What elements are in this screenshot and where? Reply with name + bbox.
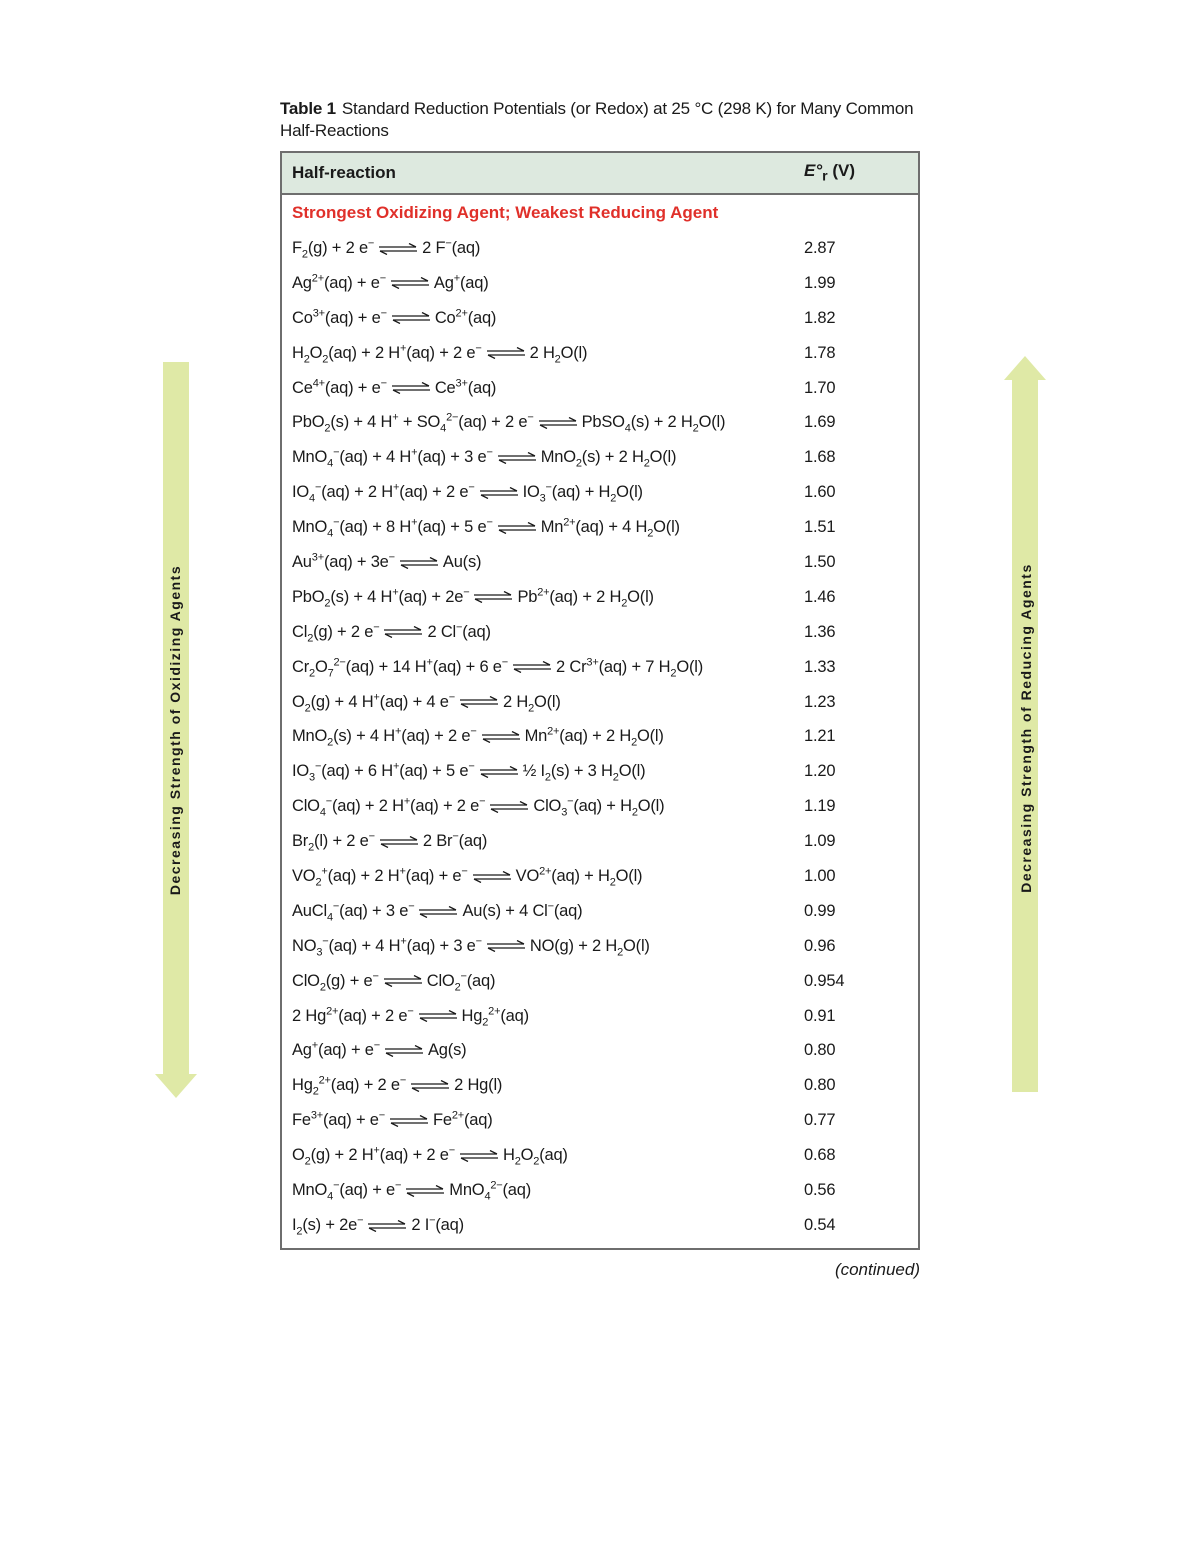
half-reaction-cell bbox=[282, 1111, 804, 1130]
potential-cell: 0.99 bbox=[804, 901, 836, 920]
products: 2 I−(aq) bbox=[411, 1214, 464, 1234]
table-row bbox=[282, 371, 918, 406]
table-row bbox=[282, 1068, 918, 1103]
equilibrium-arrows-icon bbox=[479, 766, 519, 778]
reactants: $I_2(s) + 2e^-$ bbox=[292, 1214, 364, 1238]
half-reaction-cell bbox=[282, 1074, 804, 1098]
reactants: MnO$_4$−(aq) + 8 H+(aq) + 5 e− bbox=[292, 516, 493, 540]
products: MnO$_4^{2-}$(aq) bbox=[449, 1179, 532, 1203]
reactants: $IO_3^-(aq) + 6$ H+(aq) + 5 e− bbox=[292, 760, 475, 784]
products: MnO$_2$(s) + 2 $H_2O(l)$ bbox=[540, 448, 677, 470]
half-reaction-cell bbox=[282, 553, 804, 572]
reactants: $Cl_2(g) + 2$ e− bbox=[292, 621, 380, 645]
potential-cell: 1.36 bbox=[804, 622, 836, 641]
potential-cell: 1.60 bbox=[804, 483, 836, 502]
products: $Fe^{2+}(aq)$ bbox=[432, 1109, 493, 1130]
potential-cell: 0.954 bbox=[804, 971, 845, 990]
section-label: Strongest Oxidizing Agent; Weakest Reducing Agent bbox=[292, 203, 719, 222]
potential-cell: 1.50 bbox=[804, 552, 836, 571]
potential-cell: 0.91 bbox=[804, 1006, 836, 1025]
products: 2 F−(aq) bbox=[422, 237, 481, 257]
products: $VO^{2+}(aq) + H_2O(l)$ bbox=[515, 865, 643, 889]
products: ½ $I_2(s) + 3$ $H_2O(l)$ bbox=[522, 762, 646, 784]
potential-cell: 0.96 bbox=[804, 936, 836, 955]
table-row bbox=[282, 580, 918, 615]
products: $H_2O_2(aq)$ bbox=[502, 1146, 568, 1168]
table-row bbox=[282, 545, 918, 580]
potential-cell: 1.19 bbox=[804, 797, 836, 816]
reactants: MnO$_2$(s) + 4 H+(aq) + 2 e− bbox=[292, 725, 477, 749]
reactants: $O_2(g) + 4$ H+(aq) + 4 e− bbox=[292, 691, 455, 714]
potential-cell: 1.33 bbox=[804, 657, 836, 676]
potential-cell: 1.69 bbox=[804, 413, 836, 432]
table-row bbox=[282, 1208, 918, 1243]
equilibrium-arrows-icon bbox=[479, 487, 519, 499]
half-reaction-cell bbox=[282, 725, 804, 749]
potential-cell: 1.99 bbox=[804, 273, 836, 292]
potential-cell: 1.46 bbox=[804, 587, 836, 606]
reactants: $Au^{3+}(aq) + 3e^-$ bbox=[292, 551, 395, 571]
equilibrium-arrows-icon bbox=[383, 626, 423, 638]
equilibrium-arrows-icon bbox=[391, 382, 431, 394]
half-reaction-cell bbox=[282, 795, 804, 819]
table-row bbox=[282, 266, 918, 301]
potential-header bbox=[804, 161, 918, 184]
equilibrium-arrows-icon bbox=[399, 557, 439, 569]
oxidizing-agents-label: Decreasing Strength of Oxidizing Agents bbox=[167, 564, 183, 896]
equilibrium-arrows-icon bbox=[379, 836, 419, 848]
products: Au(s) bbox=[442, 552, 482, 571]
equilibrium-arrows-icon bbox=[489, 801, 529, 813]
potential-cell: 1.68 bbox=[804, 448, 836, 467]
table-row bbox=[282, 1103, 918, 1138]
half-reaction-cell bbox=[282, 237, 804, 261]
table-row bbox=[282, 685, 918, 720]
half-reaction-cell bbox=[282, 658, 804, 677]
reactants: MnO$_4$−(aq) + e− bbox=[292, 1179, 402, 1203]
table-row bbox=[282, 475, 918, 510]
products: $IO_3^-(aq) + H_2O(l)$ bbox=[522, 481, 643, 505]
products: 2 $H_2O(l)$ bbox=[502, 692, 561, 714]
half-reaction-cell bbox=[282, 411, 804, 435]
potential-cell: 0.80 bbox=[804, 1041, 836, 1060]
table-row bbox=[282, 999, 918, 1034]
equilibrium-arrows-icon bbox=[497, 522, 537, 534]
potential-subscript: r bbox=[822, 168, 828, 185]
products: $ClO_3^-(aq) + H_2O(l)$ bbox=[533, 795, 665, 819]
table-row bbox=[282, 1138, 918, 1173]
reactants: $Hg_2^{2+}(aq) + 2$ e− bbox=[292, 1074, 407, 1098]
half-reaction-cell bbox=[282, 309, 804, 328]
table-row bbox=[282, 1173, 918, 1208]
table-row bbox=[282, 964, 918, 999]
table-title: Standard Reduction Potentials (or Redox) at 25 °C (298 K) for Many Common Half-Reactions bbox=[280, 99, 914, 140]
reactants: PbO$_2$(s) + 4 $H^+ + SO_4^{2-}(aq) + 2$ e− bbox=[292, 411, 534, 435]
half-reaction-cell bbox=[282, 621, 804, 645]
potential-cell: 0.54 bbox=[804, 1215, 836, 1234]
table-row bbox=[282, 615, 918, 650]
products: 2 $Cr^{3+}(aq) + 7$ $H_2O(l)$ bbox=[556, 656, 704, 679]
half-reaction-cell bbox=[282, 274, 804, 293]
equilibrium-arrows-icon bbox=[459, 1150, 499, 1162]
equilibrium-arrows-icon bbox=[391, 312, 431, 324]
table-row bbox=[282, 929, 918, 964]
table-row bbox=[282, 894, 918, 929]
reactants: ClO$_4$−(aq) + 2 H+(aq) + 2 e− bbox=[292, 795, 486, 819]
products: ClO$_2$−(aq) bbox=[426, 970, 496, 993]
reactants: ClO$_2$(g) + e− bbox=[292, 970, 379, 993]
equilibrium-arrows-icon bbox=[383, 975, 423, 987]
potential-cell: 0.56 bbox=[804, 1180, 836, 1199]
table-row bbox=[282, 301, 918, 336]
table-row bbox=[282, 789, 918, 824]
potential-cell: 1.21 bbox=[804, 727, 836, 746]
potential-cell: 1.00 bbox=[804, 866, 836, 885]
equilibrium-arrows-icon bbox=[378, 243, 418, 255]
table-body bbox=[282, 231, 918, 1243]
half-reaction-cell bbox=[282, 379, 804, 398]
table-row bbox=[282, 859, 918, 894]
potential-cell: 1.78 bbox=[804, 343, 836, 362]
products: $Hg_2^{2+}(aq)$ bbox=[461, 1005, 529, 1028]
reactants: MnO$_4$−(aq) + 4 H+(aq) + 3 e− bbox=[292, 446, 493, 470]
reactants: $Co^{3+}(aq) + e^-$ bbox=[292, 307, 387, 327]
products: 2 Br−(aq) bbox=[422, 830, 488, 851]
table-row bbox=[282, 510, 918, 545]
equilibrium-arrows-icon bbox=[367, 1220, 407, 1232]
products: $Mn^{2+}(aq) + 2$ $H_2O(l)$ bbox=[524, 725, 664, 749]
reactants: $Ag^{2+}(aq) + e^-$ bbox=[292, 272, 386, 292]
equilibrium-arrows-icon bbox=[497, 452, 537, 464]
equilibrium-arrows-icon bbox=[512, 661, 552, 673]
reactants: $Ce^{4+}(aq) + e^-$ bbox=[292, 377, 387, 397]
products: $Ce^{3+}(aq)$ bbox=[434, 377, 497, 397]
half-reaction-cell bbox=[282, 865, 804, 889]
half-reaction-cell bbox=[282, 1214, 804, 1238]
table-row bbox=[282, 719, 918, 754]
table-row bbox=[282, 650, 918, 685]
equilibrium-arrows-icon bbox=[418, 906, 458, 918]
products: 2 Cl−(aq) bbox=[427, 621, 491, 641]
table-row bbox=[282, 1033, 918, 1068]
table-header bbox=[282, 153, 918, 195]
potential-cell: 0.68 bbox=[804, 1146, 836, 1165]
products: 2 $H_2O(l)$ bbox=[529, 343, 588, 365]
equilibrium-arrows-icon bbox=[486, 940, 526, 952]
reactants: $VO_2^+(aq) + 2$ H+(aq) + e− bbox=[292, 865, 468, 889]
products: Ag(s) bbox=[428, 1041, 467, 1060]
equilibrium-arrows-icon bbox=[418, 1010, 458, 1022]
equilibrium-arrows-icon bbox=[472, 871, 512, 883]
half-reaction-cell bbox=[282, 344, 804, 363]
reactants: $F_2(g) + 2$ e− bbox=[292, 237, 375, 261]
reactants: $Br_2(l) + 2$ e− bbox=[292, 830, 375, 854]
half-reaction-cell bbox=[282, 830, 804, 854]
potential-cell: 0.80 bbox=[804, 1076, 836, 1095]
equilibrium-arrows-icon bbox=[405, 1185, 445, 1197]
reactants: $NO_3^-(aq) + 4$ H+(aq) + 3 e− bbox=[292, 935, 482, 959]
products: PbSO$_4$(s) + 2 $H_2O(l)$ bbox=[581, 413, 726, 435]
reactants: $Fe^{3+}(aq) + e^-$ bbox=[292, 1109, 385, 1130]
products: $Pb^{2+}(aq) + 2$ $H_2O(l)$ bbox=[517, 586, 654, 610]
products: NO(g) + 2 $H_2O(l)$ bbox=[529, 936, 650, 959]
reactants: 2 $Hg^{2+}(aq) + 2$ e− bbox=[292, 1005, 414, 1025]
reactants: Ag+(aq) + e− bbox=[292, 1039, 380, 1060]
reactants: $O_2(g) + 2$ H+(aq) + 2 e− bbox=[292, 1144, 455, 1168]
potential-cell: 1.23 bbox=[804, 692, 836, 711]
table-row bbox=[282, 754, 918, 789]
potential-unit: (V) bbox=[827, 161, 856, 181]
products: $Co^{2+}(aq)$ bbox=[434, 307, 497, 327]
reduction-potentials-table bbox=[280, 151, 920, 1250]
half-reaction-header: Half-reaction bbox=[292, 163, 396, 182]
potential-cell: 2.87 bbox=[804, 238, 836, 257]
potential-cell: 1.09 bbox=[804, 832, 836, 851]
potential-cell: 1.70 bbox=[804, 378, 836, 397]
half-reaction-cell bbox=[282, 760, 804, 784]
table-row bbox=[282, 405, 918, 440]
half-reaction-cell bbox=[282, 1179, 804, 1203]
equilibrium-arrows-icon bbox=[481, 731, 521, 743]
reactants: $H_2O_2(aq) + 2$ H+(aq) + 2 e− bbox=[292, 342, 482, 365]
products: $Mn^{2+}(aq) + 4$ $H_2O(l)$ bbox=[540, 516, 680, 540]
products: 2 Hg(l) bbox=[454, 1076, 503, 1095]
half-reaction-cell bbox=[282, 935, 804, 959]
table-row bbox=[282, 231, 918, 266]
potential-cell: 0.77 bbox=[804, 1111, 836, 1130]
products: Au(s) + 4 Cl−(aq) bbox=[462, 900, 583, 920]
reactants: $IO_4^-(aq) + 2$ H+(aq) + 2 e− bbox=[292, 481, 475, 505]
equilibrium-arrows-icon bbox=[459, 696, 499, 708]
half-reaction-cell bbox=[282, 693, 804, 712]
half-reaction-cell bbox=[282, 1007, 804, 1026]
half-reaction-cell bbox=[282, 972, 804, 991]
reactants: $Cr_2O_7^{2-}(aq) + 14$ H+(aq) + 6 e− bbox=[292, 656, 509, 679]
continued-note: (continued) bbox=[834, 1260, 920, 1279]
reactants: PbO$_2$(s) + 4 H+(aq) + 2e− bbox=[292, 586, 470, 610]
table-number: Table 1 bbox=[280, 99, 336, 118]
table-row bbox=[282, 336, 918, 371]
products: Ag+(aq) bbox=[433, 272, 489, 292]
table-row bbox=[282, 824, 918, 859]
half-reaction-cell bbox=[282, 481, 804, 505]
potential-cell: 1.51 bbox=[804, 518, 836, 537]
half-reaction-cell bbox=[282, 516, 804, 540]
potential-cell: 1.82 bbox=[804, 308, 836, 327]
potential-symbol: E° bbox=[804, 161, 823, 181]
half-reaction-cell bbox=[282, 900, 804, 924]
half-reaction-cell bbox=[282, 1144, 804, 1168]
half-reaction-cell bbox=[282, 1041, 804, 1060]
reactants: AuCl$_4$−(aq) + 3 e− bbox=[292, 900, 415, 924]
equilibrium-arrows-icon bbox=[473, 591, 513, 603]
equilibrium-arrows-icon bbox=[538, 417, 578, 429]
equilibrium-arrows-icon bbox=[410, 1080, 450, 1092]
table-row bbox=[282, 440, 918, 475]
potential-cell: 1.20 bbox=[804, 762, 836, 781]
reducing-agents-label: Decreasing Strength of Reducing Agents bbox=[1018, 563, 1034, 893]
half-reaction-cell bbox=[282, 446, 804, 470]
equilibrium-arrows-icon bbox=[389, 1115, 429, 1127]
equilibrium-arrows-icon bbox=[390, 277, 430, 289]
equilibrium-arrows-icon bbox=[384, 1045, 424, 1057]
table-caption bbox=[280, 98, 920, 142]
half-reaction-cell bbox=[282, 586, 804, 610]
equilibrium-arrows-icon bbox=[486, 347, 526, 359]
